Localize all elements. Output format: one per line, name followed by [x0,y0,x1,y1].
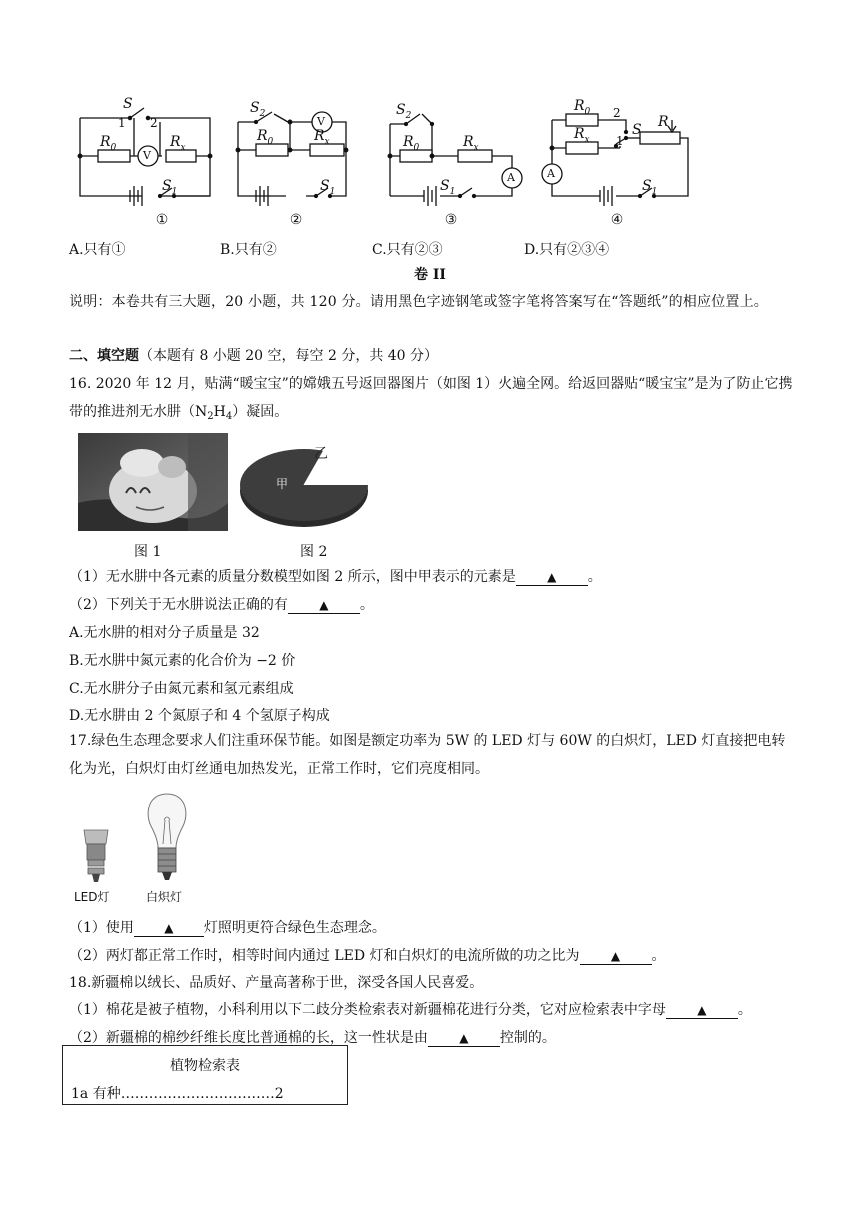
choice-d[interactable]: D.只有②③④ [524,242,610,258]
q18-stem: 18.新疆棉以绒长、品质好、产量高著称于世，深受各国人民喜爱。 [69,975,484,991]
q16-option-d[interactable]: D.无水肼由 2 个氮原子和 4 个氢原子构成 [69,708,330,724]
circuit-label-3: ③ [444,212,458,228]
q16-option-c[interactable]: C.无水肼分子由氮元素和氢元素组成 [69,681,294,697]
part-two-title: 二、填空题 [69,348,139,364]
q16-option-b[interactable]: B.无水肼中氮元素的化合价为 −2 价 [69,653,296,669]
q16-stem: 16. 2020 年 12 月，贴满“暖宝宝”的嫦娥五号返回器图片（如图 1）火遍全网。给返回器贴“暖宝宝”是为了防止它携带的推进剂无水肼$(N_2H_4)$凝固。 [69,376,793,422]
circuit-diagrams: S 1 2 $R_0$ V $R_x$ $S_1$ $S_2$ $R_0$ V $R_x$ $S_1$ $S_2$ $R_0$ $R_x$ A $S_1$ $R_0$ 2 S R $R_x$ 1 A $S_1$ [60,98,780,218]
q18-blank-1[interactable]: ▲ [666,1002,738,1019]
plant-key-title: 植物检索表 [170,1058,240,1074]
q17-part2: （2）两灯都正常工作时，相等时间内通过 LED 灯和白炽灯的电流所做的功之比为 ▲ 。 [69,948,666,964]
q17-blank-1[interactable]: ▲ [134,920,204,937]
q17-blank-2[interactable]: ▲ [580,948,652,965]
q18-part1: （1）棉花是被子植物，小科利用以下二歧分类检索表对新疆棉花进行分类，它对应检索表中字母 ▲ 。 [69,1002,752,1018]
bulb-label: 白炽灯 [146,890,183,904]
figure-1-photo [78,433,228,531]
choice-b[interactable]: B.只有② [220,242,277,258]
instructions: 说明：本卷共有三大题，20 小题，共 120 分。请用黑色字迹钢笔或签字笔将答案写在“答题纸”的相应位置上。 [69,294,768,310]
fig2-label-jia: 甲 [276,477,289,491]
q18-blank-2[interactable]: ▲ [428,1030,500,1047]
section-title: 卷 II [414,267,446,283]
incandescent-bulb-image [142,790,192,884]
fig2-label-yi: 乙 [314,446,328,462]
q17-part1: （1）使用 ▲ 灯照明更符合绿色生态理念。 [69,920,386,936]
q16-part2: （2）下列关于无水肼说法正确的有 ▲ 。 [69,597,374,613]
figure-1-caption: 图 1 [134,544,162,560]
q17-stem: 17.绿色生态理念要求人们注重环保节能。如图是额定功率为 5W 的 LED 灯与 60W 的白炽灯，LED 灯直接把电转化为光，白炽灯由灯丝通电加热发光，正常工作时，它们亮度相同。 [69,733,786,777]
led-lamp-image [76,826,116,884]
plant-key-table [62,1045,348,1105]
part-two-heading [69,346,438,366]
circuit-label-2: ② [289,212,303,228]
led-label: LED灯 [74,890,110,904]
figure-2-pie [236,433,376,531]
q16-option-a[interactable]: A.无水肼的相对分子质量是 32 [69,625,260,641]
circuit-label-4: ④ [610,212,624,228]
choice-a[interactable]: A.只有① [69,242,126,258]
q16-part1: （1）无水肼中各元素的质量分数模型如图 2 所示，图中甲表示的元素是 ▲ 。 [69,569,602,585]
plant-key-row-1: 1a 有种……………………………2 [71,1086,284,1102]
q16-blank-2[interactable]: ▲ [288,597,360,614]
circuit-label-1: ① [155,212,169,228]
q18-part2: （2）新疆棉的棉纱纤维长度比普通棉的长，这一性状是由 ▲ 控制的。 [69,1030,556,1046]
choice-c[interactable]: C.只有②③ [372,242,443,258]
q16-blank-1[interactable]: ▲ [516,569,588,586]
part-two-note: （本题有 8 小题 20 空，每空 2 分，共 40 分） [139,348,439,364]
figure-2-caption: 图 2 [300,544,328,560]
